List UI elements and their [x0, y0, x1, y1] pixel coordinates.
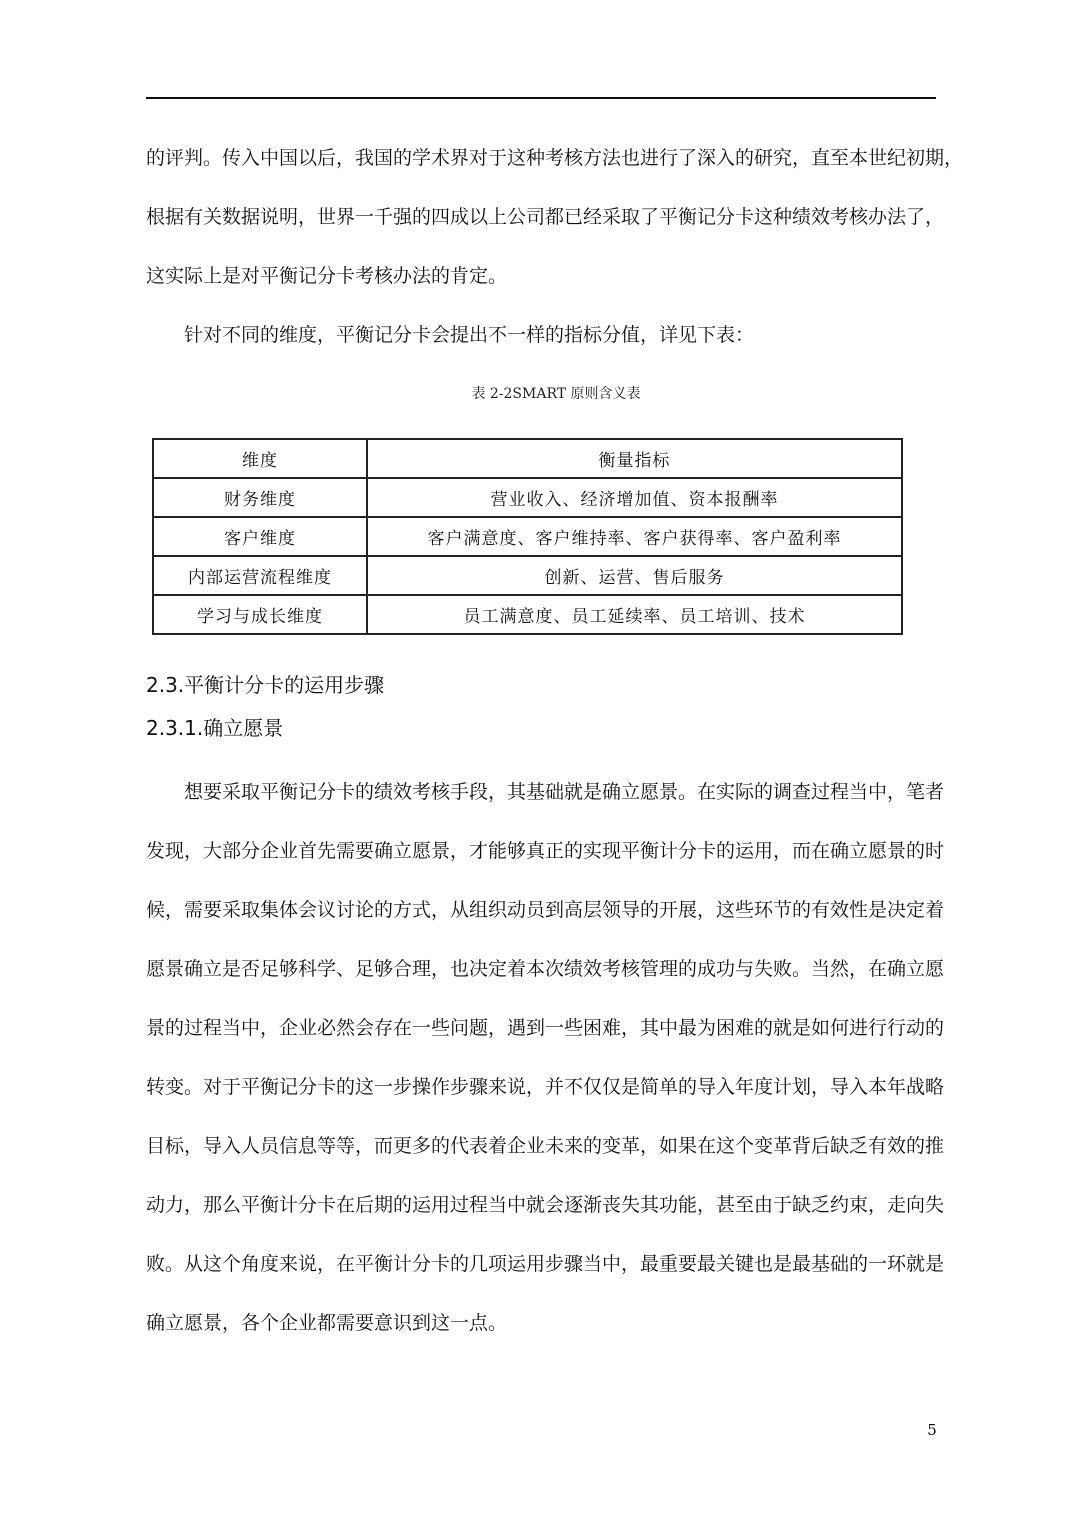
- body-line-5: 景的过程当中，企业必然会存在一些问题，遇到一些困难，其中最为困难的就是如何进行行动的: [146, 1017, 945, 1039]
- body-line-8: 动力，那么平衡计分卡在后期的运用过程当中就会逐渐丧失其功能，甚至由于缺乏约束，走向失: [146, 1194, 945, 1216]
- body-line-1: 想要采取平衡记分卡的绩效考核手段，其基础就是确立愿景。在实际的调查过程当中，笔者: [184, 781, 945, 803]
- row-dimension: 内部运营流程维度: [153, 556, 367, 595]
- metrics-table: [152, 438, 903, 635]
- header-metrics: 衡量指标: [367, 439, 902, 478]
- row-dimension: 客户维度: [153, 517, 367, 556]
- body-line-6: 转变。对于平衡记分卡的这一步操作步骤来说，并不仅仅是简单的导入年度计划，导入本年战略: [146, 1076, 945, 1098]
- body-line-7: 目标，导入人员信息等等，而更多的代表着企业未来的变革，如果在这个变革背后缺乏有效的推: [146, 1135, 945, 1157]
- body-line-10: 确立愿景，各个企业都需要意识到这一点。: [146, 1312, 508, 1334]
- row-metrics: 客户满意度、客户维持率、客户获得率、客户盈利率: [367, 517, 902, 556]
- intro-line-3: 这实际上是对平衡记分卡考核办法的肯定。: [146, 265, 508, 287]
- header-rule: [146, 97, 936, 99]
- intro-line-1: 的评判。传入中国以后，我国的学术界对于这种考核方法也进行了深入的研究，直至本世纪初期，: [146, 147, 964, 169]
- table-row: [153, 517, 902, 556]
- page-number: 5: [927, 1421, 937, 1439]
- subsection-heading: 2.3.1.确立愿景: [146, 716, 284, 740]
- table-row: [153, 478, 902, 517]
- table-header-row: [153, 439, 902, 478]
- row-metrics: 营业收入、经济增加值、资本报酬率: [367, 478, 902, 517]
- table-caption: 表 2-2SMART 原则含义表: [471, 386, 641, 402]
- table-row: [153, 595, 902, 634]
- table-intro: 针对不同的维度，平衡记分卡会提出不一样的指标分值，详见下表：: [184, 324, 755, 346]
- body-line-3: 候，需要采取集体会议讨论的方式，从组织动员到高层领导的开展，这些环节的有效性是决定着: [146, 899, 945, 921]
- row-metrics: 创新、运营、售后服务: [367, 556, 902, 595]
- section-heading: 2.3.平衡计分卡的运用步骤: [146, 673, 385, 697]
- row-dimension: 财务维度: [153, 478, 367, 517]
- intro-line-2: 根据有关数据说明，世界一千强的四成以上公司都已经采取了平衡记分卡这种绩效考核办法了，: [146, 206, 945, 228]
- header-dimension: 维度: [153, 439, 367, 478]
- body-line-4: 愿景确立是否足够科学、足够合理，也决定着本次绩效考核管理的成功与失败。当然，在确立愿: [146, 958, 945, 980]
- row-dimension: 学习与成长维度: [153, 595, 367, 634]
- body-line-2: 发现，大部分企业首先需要确立愿景，才能够真正的实现平衡计分卡的运用，而在确立愿景的时: [146, 840, 945, 862]
- body-line-9: 败。从这个角度来说，在平衡计分卡的几项运用步骤当中，最重要最关键也是最基础的一环就是: [146, 1253, 945, 1275]
- table-row: [153, 556, 902, 595]
- row-metrics: 员工满意度、员工延续率、员工培训、技术: [367, 595, 902, 634]
